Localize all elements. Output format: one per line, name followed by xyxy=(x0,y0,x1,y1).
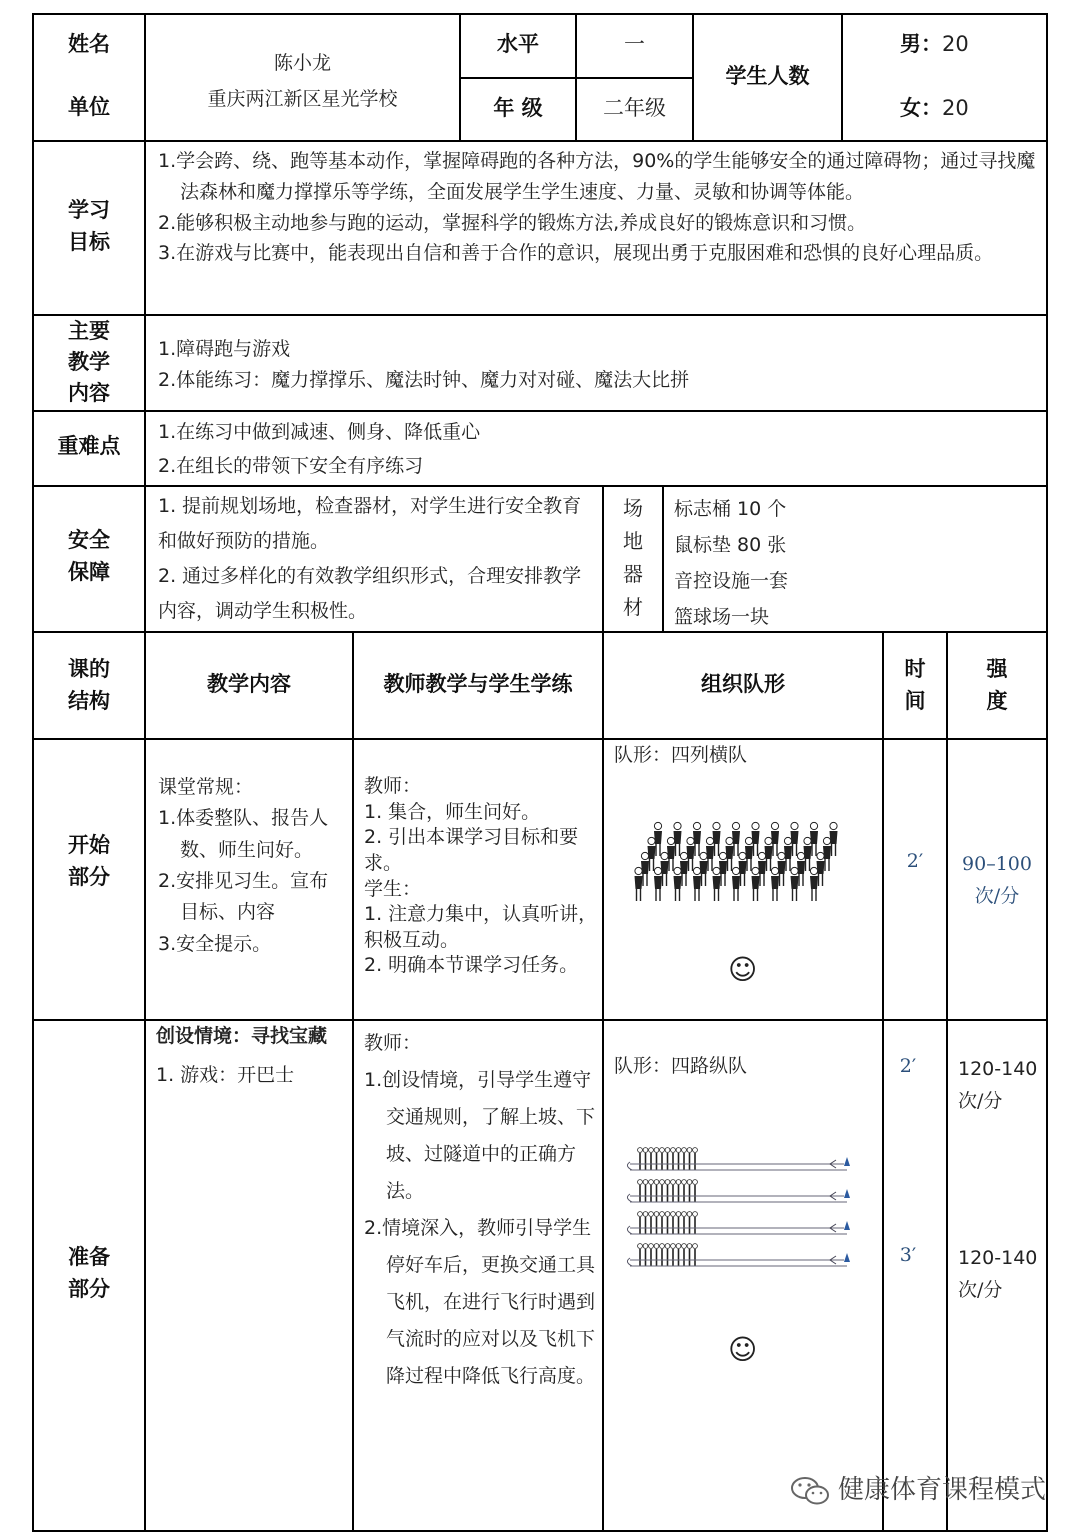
grid-line xyxy=(32,13,1048,15)
prep-teacher: 教师： 1.创设情境，引导学生遵守交通规则，了解上坡、下坡、过隧道中的正确方法。 2.情境深入，教师引导学生停好车后，更换交通工具飞机，在进行飞行时遇到气流时的应对以及飞机下降过程中降低飞行高度。 xyxy=(364,1025,598,1395)
student-figure xyxy=(810,867,818,901)
grid-line xyxy=(32,140,1048,142)
start-content: 课堂常规： 1.体委整队、报告人数、师生问好。 2.安排见习生。宣布目标、内容 3.安全提示。 xyxy=(158,772,346,960)
student-step: 1. 注意力集中，认真听讲，积极互动。 xyxy=(364,903,598,951)
student-figure xyxy=(830,822,838,856)
start-content-item: 3.安全提示。 xyxy=(158,932,272,955)
prep-content-item: 1. 游戏：开巴士 xyxy=(156,1064,295,1086)
equipment-label: 场 地 器 材 xyxy=(623,496,643,619)
grid-line xyxy=(32,1530,1048,1532)
four-rank-formation-diagram xyxy=(626,822,876,922)
student-figure xyxy=(661,852,669,886)
objective-item: 2.能够积极主动地参与跑的运动，掌握科学的锻炼方法,养成良好的锻炼意识和习惯。 xyxy=(158,211,867,234)
grid-line xyxy=(602,485,604,1532)
objectives-label: 目标 xyxy=(68,230,110,254)
student-figure xyxy=(654,867,662,901)
difficulty-label: 重难点 xyxy=(57,434,121,458)
prep-content-title: 创设情境：寻找宝藏 xyxy=(156,1025,328,1047)
time-header: 时 间 xyxy=(904,657,926,713)
grid-line xyxy=(32,314,1048,316)
equipment-item: 音控设施一套 xyxy=(674,570,789,592)
teacher-step: 1. 集合，师生问好。 xyxy=(364,800,541,823)
student-figure xyxy=(758,852,766,886)
column-lane xyxy=(627,1244,850,1266)
start-formation-label: 队形：四列横队 xyxy=(614,744,748,766)
student-figure xyxy=(752,822,760,856)
content-label: 主要 xyxy=(68,319,110,343)
student-figure xyxy=(687,837,695,871)
equipment-item: 标志桶 10 个 xyxy=(674,498,787,520)
intensity-header: 强 度 xyxy=(986,657,1008,713)
grid-line xyxy=(946,631,948,1532)
student-figure xyxy=(726,837,734,871)
formation-header: 组织队形 xyxy=(701,672,785,696)
content-item: 2.体能练习：魔力撑撑乐、魔法时钟、魔力对对碰、魔法大比拼 xyxy=(158,369,690,391)
difficulty-item: 2.在组长的带领下安全有序练习 xyxy=(158,455,424,477)
difficulty-item: 1.在练习中做到减速、侧身、降低重心 xyxy=(158,421,481,443)
objectives-label: 学习 xyxy=(68,198,110,222)
prep-formation-label: 队形：四路纵队 xyxy=(614,1055,748,1077)
grid-line xyxy=(841,13,843,141)
student-figure xyxy=(823,837,831,871)
grid-line xyxy=(32,738,1048,740)
safety-label: 保障 xyxy=(68,560,110,584)
teacher-student-header: 教师教学与学生学练 xyxy=(383,672,573,696)
four-column-formation-diagram xyxy=(622,1138,862,1273)
structure-col-label: 课的 结构 xyxy=(68,657,110,713)
student-figure xyxy=(791,822,799,856)
grid-line xyxy=(352,631,354,1532)
male-count: 男：20 xyxy=(900,32,969,56)
grade-value: 二年级 xyxy=(603,96,666,120)
student-figure xyxy=(804,837,812,871)
start-time: 2′ xyxy=(906,850,924,872)
teacher-step: 1.创设情境，引导学生遵守交通规则，了解上坡、下坡、过隧道中的正确方法。 xyxy=(364,1069,596,1203)
student-figure xyxy=(778,852,786,886)
teaching-content-header: 教学内容 xyxy=(207,672,291,696)
student-figure xyxy=(680,852,688,886)
student-figure xyxy=(667,837,675,871)
start-intensity: 90–100 次/分 xyxy=(962,853,1032,907)
prep-intensity-2: 120-140 次/分 xyxy=(958,1247,1038,1301)
student-figure xyxy=(817,852,825,886)
teacher-step: 2. 引出本课学习目标和要求。 xyxy=(364,826,579,874)
student-figure xyxy=(797,852,805,886)
grid-line xyxy=(32,631,1048,633)
wechat-logo-icon xyxy=(790,1474,832,1508)
prep-time-2: 3′ xyxy=(899,1244,917,1266)
student-figure xyxy=(648,837,656,871)
watermark: 健康体育课程模式 xyxy=(838,1475,1047,1505)
equipment-item: 篮球场一块 xyxy=(674,606,770,628)
content-label: 内容 xyxy=(68,381,110,405)
prep-part-label: 准备 xyxy=(68,1245,110,1269)
grid-line xyxy=(662,485,664,632)
student-figure xyxy=(706,837,714,871)
objective-item: 3.在游戏与比赛中，能表现出自信和善于合作的意识，展现出勇于克服困难和恐惧的良好心理品质。 xyxy=(158,242,994,265)
student-figure xyxy=(752,867,760,901)
grid-line xyxy=(32,410,1048,412)
start-teacher-student: 教师： 1. 集合，师生问好。 2. 引出本课学习目标和要求。 学生： 1. 注意力集中，认真听讲，积极互动。 2. 明确本节课学习任务。 xyxy=(364,774,598,979)
start-part-label: 开始 xyxy=(68,833,110,857)
column-lane xyxy=(627,1212,850,1234)
student-figure xyxy=(635,867,643,901)
prep-time-1: 2′ xyxy=(899,1055,917,1077)
student-figure xyxy=(771,822,779,856)
prep-intensity-1: 120-140 次/分 xyxy=(958,1058,1038,1112)
start-content-item: 1.体委整队、报告人数、师生问好。 xyxy=(158,807,329,861)
student-figure xyxy=(719,852,727,886)
teacher-name: 陈小龙 xyxy=(273,52,331,74)
start-part-label: 部分 xyxy=(68,865,110,889)
student-figure xyxy=(693,867,701,901)
grid-line xyxy=(32,1019,1048,1021)
unit-label: 单位 xyxy=(68,95,110,119)
prep-part-label: 部分 xyxy=(68,1277,110,1301)
student-count-label: 学生人数 xyxy=(725,64,810,88)
student-figure xyxy=(784,837,792,871)
student-figure xyxy=(765,837,773,871)
grid-line xyxy=(32,485,1048,487)
student-figure xyxy=(654,822,662,856)
student-figure xyxy=(713,822,721,856)
student-figure xyxy=(732,822,740,856)
grade-label: 年 级 xyxy=(493,96,543,120)
objective-item: 1.学会跨、绕、跑等基本动作，掌握障碍跑的各种方法，90%的学生能够安全的通过障碍物；通过寻找魔法森林和魔力撑撑乐等学练，全面发展学生学生速度、力量、灵敏和协调等体能。 xyxy=(158,150,1036,203)
teacher-step: 2.情境深入，教师引导学生停好车后，更换交通工具飞机，在进行飞行时遇到气流时的应对以及飞机下降过程中降低飞行高度。 xyxy=(364,1217,596,1388)
name-label: 姓名 xyxy=(68,32,110,56)
student-figure xyxy=(771,867,779,901)
student-figure xyxy=(641,852,649,886)
student-figure xyxy=(674,822,682,856)
student-figure xyxy=(810,822,818,856)
equipment-list xyxy=(674,491,788,635)
student-figure xyxy=(732,867,740,901)
student-figure xyxy=(791,867,799,901)
grid-line xyxy=(1046,13,1048,1532)
student-figure xyxy=(745,837,753,871)
student-figure xyxy=(713,867,721,901)
safety-list xyxy=(158,489,594,630)
content-item: 1.障碍跑与游戏 xyxy=(158,338,291,360)
level-value: 一 xyxy=(624,32,645,56)
female-count: 女：20 xyxy=(900,96,969,120)
safety-label: 安全 xyxy=(68,528,110,552)
student-step: 2. 明确本节课学习任务。 xyxy=(364,954,579,977)
safety-item: 2. 通过多样化的有效教学组织形式，合理安排教学内容，调动学生积极性。 xyxy=(158,565,582,623)
start-content-item: 2.安排见习生。宣布目标、内容 xyxy=(158,870,329,924)
teacher-smiley-icon: ☺ xyxy=(728,1333,758,1366)
level-label: 水平 xyxy=(497,32,539,56)
safety-item: 1. 提前规划场地，检查器材，对学生进行安全教育和做好预防的措施。 xyxy=(158,495,582,553)
student-figure xyxy=(700,852,708,886)
student-figure xyxy=(674,867,682,901)
student-figure xyxy=(739,852,747,886)
teacher-smiley-icon: ☺ xyxy=(728,953,758,986)
column-lane xyxy=(627,1148,850,1170)
column-lane xyxy=(627,1180,850,1202)
objectives-list xyxy=(158,146,1042,269)
student-figure xyxy=(693,822,701,856)
school-name: 重庆两江新区星光学校 xyxy=(207,88,398,110)
content-label: 教学 xyxy=(68,350,110,374)
grid-line xyxy=(144,13,146,1532)
grid-line xyxy=(882,631,884,1532)
equipment-item: 鼠标垫 80 张 xyxy=(674,534,787,556)
